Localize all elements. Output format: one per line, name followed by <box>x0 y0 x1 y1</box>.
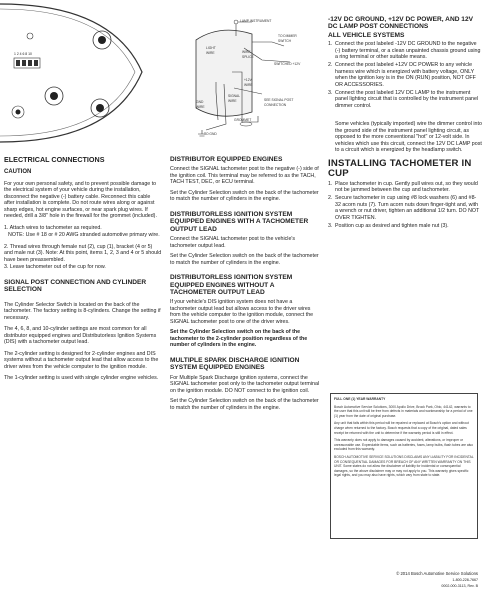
label-see-signal-post: SEE SIGNAL POST CONNECTION <box>264 98 294 107</box>
dimmer-note: Some vehicles (typically imported) wire the dimmer control into the ground side of the instrument panel lighting circuit, as opposed to the more conventional "hot" or 12-volt side. In vehicles which use this circuit, connect the 12V DC LAMP post to a circuit which is energized by the headlamp switch. <box>335 121 482 154</box>
dis-without-output-p1: If your vehicle's DIS ignition system does not have a tachometer output lead but allows access to the driver wires from the vehicle computer to the ignition module, connect the SIGNAL tachometer post to one of the driver wires. <box>170 299 314 325</box>
electrical-connections-title: ELECTRICAL CONNECTIONS <box>4 155 105 164</box>
label-wire-splice: WIRE SPLICE <box>242 50 254 59</box>
step-2: 2. Thread wires through female nut (2), cup (1), bracket (4 or 5) and male nut (3). Note: At this point, items 1, 2, 3 and 4 or 5 should have been preassembled. <box>4 243 162 263</box>
wiring-diagram <box>172 12 324 138</box>
dis-with-output-p2: Set the Cylinder Selection switch on the back of the tachometer to match the number of cylinders in the engine. <box>170 253 319 266</box>
signal-paragraph: The 4, 6, 8, and 10-cylinder settings are most common for all distributor equipped engines and Distributorless Ignition Systems (DIS) with a tachometer output lead. <box>4 326 157 346</box>
right-column <box>328 16 482 229</box>
signal-paragraph: The 2-cylinder setting is designed for 2-cylinder engines and DIS systems without a tachometer output lead that allow access to the driver wires from the vehicle computer to the ignition module. <box>4 350 159 370</box>
warranty-paragraph: Any unit that fails within this period will be repaired or replaced at Bosch's option and without charge when returned to the factory. Bosch requests that a copy of the original, dated sales receipt be returned with the unit to determine if the warranty period is still in effect. <box>334 421 469 435</box>
list-item: 3. Connect the post labeled 12V DC LAMP to the instrument panel lighting circuit that is controlled by the instrument panel dimmer control. <box>328 89 479 109</box>
label-signal-wire: SIGNAL WIRE <box>228 94 240 103</box>
footer <box>396 571 478 589</box>
label-to-gnd: TO GND <box>204 132 217 136</box>
dis-without-output-title: DISTRIBUTORLESS IGNITION SYSTEM EQUIPPED ENGINES WITHOUT A TACHOMETER OUTPUT LEAD <box>170 274 293 296</box>
label-12v-wire: +12V WIRE <box>244 78 253 87</box>
warranty-title: FULL ONE (1) YEAR WARRANTY <box>334 397 386 401</box>
power-connections-list <box>328 41 482 109</box>
distributor-p1: Connect the SIGNAL tachometer post to the negative (-) side of the ignition coil. This terminal may be referred to as the TACH, TACH TEST, DEC, or ECU terminal. <box>170 166 319 186</box>
dis-with-output-title: DISTRIBUTORLESS IGNITION SYSTEM EQUIPPED ENGINES WITH A TACHOMETER OUTPUT LEAD <box>170 210 309 233</box>
cylinder-scale-digits: 1 2 4 6 8 10 <box>14 52 32 56</box>
warranty-paragraph: This warranty does not apply to damages caused by accident, alterations, or improper or unreasonable use. Expendable items, such as batteries, fuses, lamp bulbs, flash tubes are also excluded from this warranty. <box>334 438 473 452</box>
wire-note: NOTE: Use # 18 or # 20 AWG stranded automotive primary wire. <box>8 232 160 239</box>
list-item: 2. Secure tachometer in cup using #8 lock washers (6) and #8-32 acorn nuts (7). Turn acorn nuts down finger-tight and, with a wrench or nut driver, tighten an additional 1/2 turn. DO NOT OVER TIGHTEN. <box>328 195 480 221</box>
warranty-paragraph: Bosch Automotive Service Solutions, 3000 Apollo Drive, Brook Park, Ohio, 44142, warrants to the user that this unit will be free from defects in materials and workmanship for a period of one (1) year from the date of original purchase. <box>334 404 473 418</box>
step-1: 1. Attach wires to tachometer as required. <box>4 224 102 231</box>
copyright: © 2014 Bosch Automotive Service Solutions <box>396 571 478 576</box>
install-cup-list <box>328 181 482 230</box>
msd-p1: For Multiple Spark Discharge ignition systems, connect the SIGNAL tachometer post only to the tachometer output terminal on the ignition module. DO NOT connect to the ignition coil. <box>170 374 320 394</box>
caution-text: For your own personal safety, and to prevent possible damage to the electrical system of your vehicle during the installation, disconnect the negative (-) battery cable. Reconnect this cable after installation is complete. Do not route wires along or against sharp edges, hot engine surfaces, or near spark plug wires. If needed, drill a 3/8" hole in the firewall for the grommet (included). <box>4 180 157 220</box>
label-gnd-wire: GND WIRE <box>196 100 205 109</box>
tachometer-back-illustration <box>0 0 150 148</box>
part-number: 0002-000-3113, Rev. B <box>441 584 478 588</box>
list-item: 2. Connect the post labeled +12V DC POWER to any vehicle harness wire which is energized with battery voltage, ONLY when the ignition key is in the ON (RUN) position, NOT OFF OR ACCESSORIES. <box>328 62 476 88</box>
dis-without-output-p2: Set the Cylinder Selection switch on the back of the tachometer to the 2-cylinder position regardless of the number of cylinders in the engine. <box>170 329 308 349</box>
power-connections-title: -12V DC GROUND, +12V DC POWER, AND 12V DC LAMP POST CONNECTIONS <box>328 16 474 31</box>
msd-p2: Set the Cylinder Selection switch on the back of the tachometer to match the number of cylinders in the engine. <box>170 398 319 411</box>
all-vehicle-systems-subtitle: ALL VEHICLE SYSTEMS <box>328 31 405 39</box>
list-item: 1. Place tachometer in cup. Gently pull wires out, so they would not be jammed between the cup and tachometer. <box>328 180 478 194</box>
label-switched-12v: SWITCHED +12V <box>274 62 301 66</box>
caution-title: CAUTION <box>4 169 32 176</box>
signal-paragraph: The Cylinder Selector Switch is located on the back of the tachometer. The factory setting is 8-cylinders. Change the setting if necessary. <box>4 301 161 321</box>
install-cup-title: INSTALLING TACHOMETER IN CUP <box>328 157 472 179</box>
warranty-paragraph: BOSCH AUTOMOTIVE SERVICE SOLUTIONS DISCLAIMS ANY LIABILITY FOR INCIDENTAL OR CONSEQUENTIAL DAMAGES FOR BREACH OF ANY WRITTEN WARRANTY ON THIS UNIT. Some states do not allow the disclaimer of liability for incidental or consequential damages, so the above disclaimer may or may not apply to you. This warranty gives specific legal rights, and you may also have rights, which vary from state to state. <box>334 454 474 478</box>
signal-paragraph: The 1-cylinder setting is used with single cylinder engine vehicles. <box>4 375 159 382</box>
step-3: 3. Leave tachometer out of the cup for now. <box>4 264 106 271</box>
phone-number: 1-800-228-7667 <box>452 578 478 582</box>
label-light-wire: LIGHT WIRE <box>206 46 216 55</box>
list-item: 1. Connect the post labeled -12V DC GROUND to the negative (-) battery terminal, or a clean unpainted chassis ground using a ring terminal or other suitable means. <box>328 41 481 61</box>
signal-post-title: SIGNAL POST CONNECTION AND CYLINDER SELECTION <box>4 278 147 294</box>
warranty-box <box>330 393 478 539</box>
label-grommet: GROMMET <box>234 118 252 122</box>
label-to-dimmer-switch: TO DIMMER SWITCH <box>278 34 297 43</box>
middle-column <box>170 156 320 411</box>
dis-with-output-p1: Connect the SIGNAL tachometer post to the vehicle's tachometer output lead. <box>170 236 296 249</box>
list-item: 3. Position cup as desired and tighten male nut (3). <box>328 222 449 229</box>
distributor-title: DISTRIBUTOR EQUIPPED ENGINES <box>170 156 283 163</box>
distributor-p2: Set the Cylinder Selection switch on the back of the tachometer to match the number of cylinders in the engine. <box>170 189 319 203</box>
tachometer-back-view <box>0 0 150 148</box>
msd-title: MULTIPLE SPARK DISCHARGE IGNITION SYSTEM EQUIPPED ENGINES <box>170 356 300 372</box>
label-lamp-instrument: LAMP INSTRUMENT <box>240 19 272 23</box>
left-column <box>4 156 162 382</box>
